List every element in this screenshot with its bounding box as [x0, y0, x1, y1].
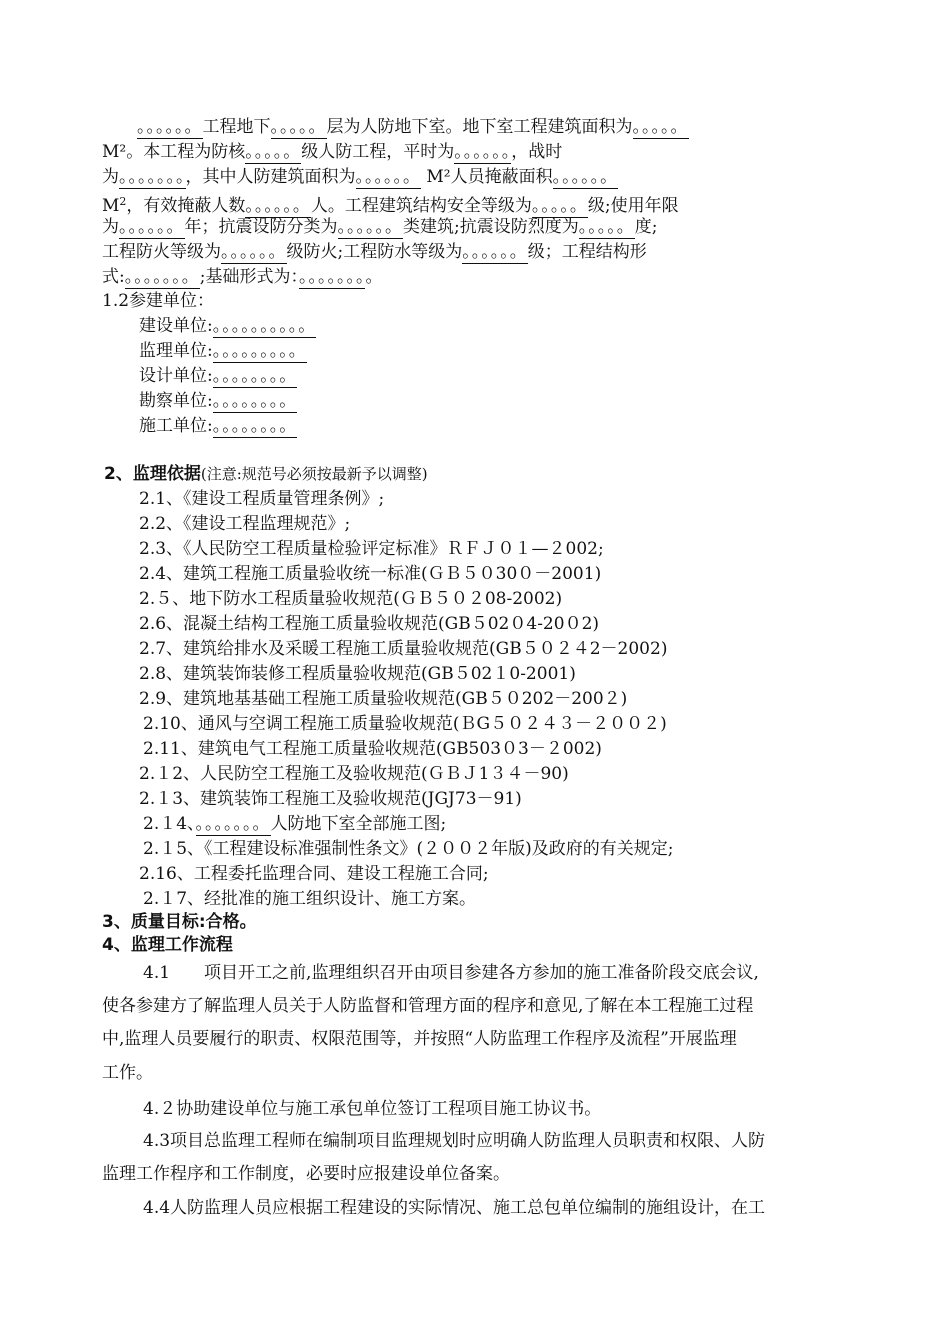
blank-structure-type: 。。。。。。。	[124, 267, 200, 287]
quality-heading: 3、质量目标:合格。	[102, 912, 257, 932]
blank-supervisor: 。。。。。。。。。	[212, 341, 307, 361]
blank-surveyor: 。。。。。。。。	[212, 391, 298, 411]
participant-designer: 设计单位:。。。。。。。。	[139, 366, 298, 386]
blank-shelter-count: 。。。。。。	[245, 196, 311, 216]
blank-area: 。。。。。	[632, 117, 689, 137]
basis-item: 2.11、建筑电气工程施工质量验收规范(GB503０3－２002)	[143, 739, 602, 759]
workflow-p3-line1: 4.3项目总监理工程师在编制项目监理规划时应明确人防监理人员职责和权限、人防	[143, 1131, 766, 1151]
basis-item: 2.2、《建设工程监理规范》;	[139, 514, 351, 534]
participant-surveyor: 勘察单位:。。。。。。。。	[139, 391, 298, 411]
blank-peacetime: 。。。。。。	[454, 142, 512, 162]
blank-safety-level: 。。。。。	[531, 196, 588, 216]
participant-contractor: 施工单位:。。。。。。。。	[139, 416, 298, 436]
workflow-p2: 4.２协助建设单位与施工承包单位签订工程项目施工协议书。	[143, 1099, 602, 1119]
blank-civil-area: 。。。。。。	[355, 167, 421, 187]
basis-item: 2.10、通风与空调工程施工质量验收规范(ＢG５０２４３－２００２)	[143, 714, 667, 734]
blank-waterproof-level: 。。。。。。	[462, 242, 528, 262]
participants-heading: 1.2参建单位：	[102, 291, 215, 311]
overview-line-6: 工程防火等级为。。。。。。级防火;工程防水等级为。。。。。。级；工程结构形	[102, 242, 647, 262]
workflow-p1-line3: 中,监理人员要履行的职责、权限范围等，并按照“人防监理工作程序及流程”开展监理	[102, 1029, 737, 1049]
basis-item: 2.7、建筑给排水及采暖工程施工质量验收规范(GB５０２４2－2002)	[139, 639, 668, 659]
basis-item: 2.５、地下防水工程质量验收规范(ＧＢ５０２08-2002)	[139, 589, 563, 609]
basis-heading: 2、监理依据(注意:规范号必须按最新予以调整)	[104, 464, 428, 484]
overview-line-1: 。。。。。。工程地下。。。。。层为人防地下室。地下室工程建筑面积为。。。。。	[137, 117, 689, 137]
basis-item: 2.１3、建筑装饰工程施工及验收规范(JGJ73－91)	[139, 789, 522, 809]
workflow-p1-line2: 使各参建方了解监理人员关于人防监督和管理方面的程序和意见,了解在本工程施工过程	[102, 996, 754, 1016]
participant-owner: 建设单位:。。。。。。。。。。	[139, 316, 317, 336]
blank-designer: 。。。。。。。。	[212, 366, 298, 386]
overview-line-5: 为。。。。。。年；抗震设防分类为。。。。。。类建筑;抗震设防烈度为。。。。。度;	[102, 217, 658, 237]
workflow-p1-line1: 4.1 项目开工之前,监理组织召开由项目参建各方参加的施工准备阶段交底会议,	[143, 963, 759, 983]
workflow-p1-line4: 工作。	[102, 1063, 153, 1083]
basis-note: (注意:规范号必须按最新予以调整)	[200, 465, 428, 483]
basis-item: 2.4、建筑工程施工质量验收统一标准(ＧＢ５０30０－2001)	[139, 564, 602, 584]
basis-item-14: 2.１4、。。。。。。。人防地下室全部施工图;	[143, 814, 447, 834]
overview-line-4: $M^2$，有效掩蔽人数。。。。。。人。工程建筑结构安全等级为。。。。。级;使用年限	[102, 195, 679, 216]
blank-contractor: 。。。。。。。。	[212, 416, 298, 436]
workflow-heading: 4、监理工作流程	[102, 935, 233, 955]
blank-floors: 。。。。。	[270, 117, 327, 137]
blank-foundation-type: 。。。。。。。	[298, 267, 366, 287]
basis-item: 2.8、建筑装饰装修工程质量验收规范(GB５02１0-2001)	[139, 664, 576, 684]
basis-item: 2.3、《人民防空工程质量检验评定标准》ＲＦＪ０１—２002;	[139, 539, 604, 559]
blank-owner: 。。。。。。。。。。	[212, 316, 317, 336]
blank-seismic-class: 。。。。。。	[337, 217, 403, 237]
basis-item: 2.6、混凝土结构工程施工质量验收规范(GB５02０4-20０2)	[139, 614, 600, 634]
overview-line-7: 式:。。。。。。。;基础形式为：。。。。。。。。	[102, 267, 383, 287]
basis-item: 2.１2、人民防空工程施工及验收规范(ＧＢＪ1３４－90)	[139, 764, 569, 784]
blank-service-life: 。。。。。。	[119, 217, 185, 237]
workflow-p3-line2: 监理工作程序和工作制度，必要时应报建设单位备案。	[102, 1164, 510, 1184]
overview-line-3: 为。。。。。。。，其中人防建筑面积为。。。。。。 M²人员掩蔽面积。。。。。。	[102, 167, 619, 187]
blank-seismic-intensity: 。。。。。	[578, 217, 635, 237]
blank-level: 。。。。。	[245, 142, 302, 162]
workflow-p4: 4.4人防监理人员应根据工程建设的实际情况、施工总包单位编制的施组设计，在工	[143, 1198, 766, 1218]
basis-item: 2.1、《建设工程质量管理条例》;	[139, 489, 385, 509]
overview-line-2: M²。本工程为防核。。。。。级人防工程，平时为。。。。。。，战时	[102, 142, 563, 162]
basis-item: 2.１7、经批准的施工组织设计、施工方案。	[143, 889, 477, 909]
blank-project-name: 。。。。。。	[137, 117, 203, 137]
participant-supervisor: 监理单位:。。。。。。。。。	[139, 341, 307, 361]
basis-item: 2.16、工程委托监理合同、建设工程施工合同;	[139, 864, 489, 884]
blank-drawing-name: 。。。。。。。	[195, 814, 271, 834]
basis-item: 2.１5、《工程建设标准强制性条文》(２００２年版)及政府的有关规定;	[143, 839, 674, 859]
basis-item: 2.9、建筑地基基础工程施工质量验收规范(GB５０202－200２)	[139, 689, 628, 709]
blank-wartime: 。。。。。。。	[119, 167, 186, 187]
blank-shelter-area: 。。。。。。	[552, 167, 619, 187]
blank-fire-level: 。。。。。。	[221, 242, 287, 262]
